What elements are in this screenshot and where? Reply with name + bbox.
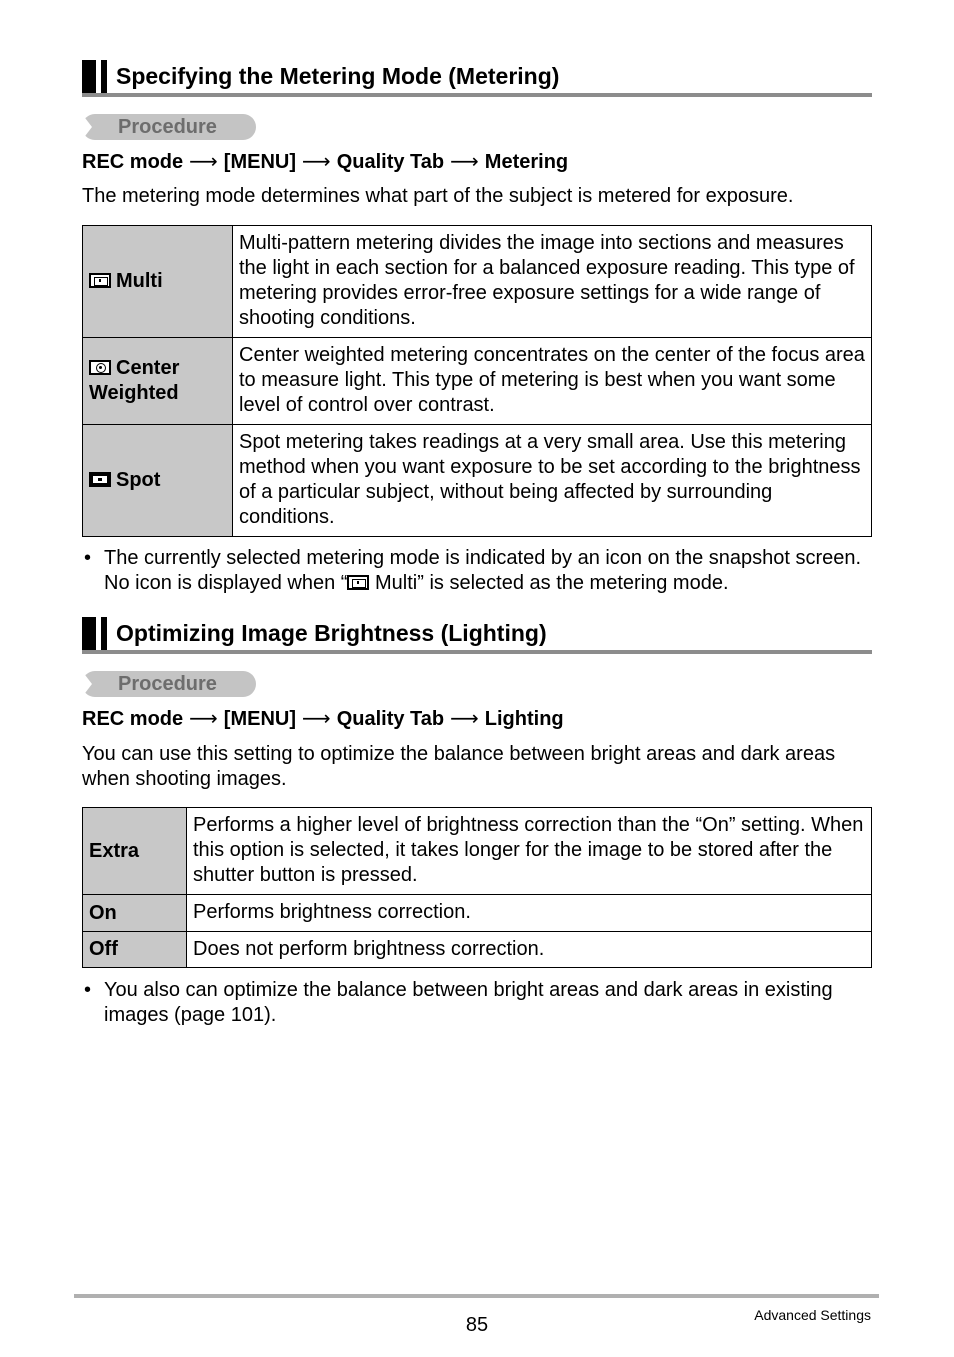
arrow-right-icon: ⟶: [189, 708, 218, 730]
arrow-right-icon: ⟶: [450, 708, 479, 730]
page-number: 85: [465, 1314, 489, 1336]
option-key: Center Weighted: [83, 338, 233, 425]
heading-rule: [82, 93, 872, 97]
option-desc: Center weighted metering concentrates on the center of the focus area to measure light. This type of metering is best when you want some level of control over contrast.: [233, 338, 872, 425]
option-key: On: [83, 895, 187, 932]
table-row: [83, 338, 872, 425]
section-heading-metering: [82, 60, 872, 98]
section-title: Specifying the Metering Mode (Metering): [116, 63, 560, 89]
footer-section-name: Advanced Settings: [754, 1307, 871, 1323]
menu-path: [82, 707, 564, 731]
option-key: Multi: [83, 226, 233, 338]
path-step: [MENU]: [223, 708, 297, 730]
option-desc: Performs brightness correction.: [187, 895, 872, 932]
procedure-label: [82, 671, 256, 697]
option-key: Extra: [83, 808, 187, 895]
table-row: [83, 895, 872, 932]
option-desc: Does not perform brightness correction.: [187, 932, 872, 968]
procedure-text: Procedure: [118, 673, 217, 695]
heading-marker: [101, 617, 107, 651]
heading-marker: [82, 617, 96, 651]
arrow-right-icon: ⟶: [450, 151, 479, 173]
table-row: [83, 932, 872, 968]
option-desc: Multi-pattern metering divides the image into sections and measures the light in each section for a balanced exposure reading. This type of metering provides error-free exposure settings for a wide range of shooting conditions.: [233, 226, 872, 338]
center-weighted-metering-icon: [89, 360, 111, 375]
path-step: REC mode: [82, 708, 184, 730]
path-step: Quality Tab: [336, 151, 445, 173]
section-heading-lighting: [82, 617, 872, 655]
metering-table: [82, 225, 872, 537]
menu-path: [82, 150, 568, 174]
procedure-text: Procedure: [118, 116, 217, 138]
procedure-label: [82, 114, 256, 140]
arrow-right-icon: ⟶: [302, 708, 331, 730]
option-key: Spot: [83, 425, 233, 537]
path-step: Lighting: [484, 708, 564, 730]
section-title: Optimizing Image Brightness (Lighting): [116, 620, 547, 646]
spot-metering-icon: [89, 472, 111, 487]
lighting-table: [82, 807, 872, 968]
heading-rule: [82, 650, 872, 654]
arrow-right-icon: ⟶: [189, 151, 218, 173]
multi-metering-icon: [347, 575, 369, 590]
multi-metering-icon: [89, 273, 111, 288]
option-key: Off: [83, 932, 187, 968]
footer-rule: [74, 1294, 879, 1298]
arrow-right-icon: ⟶: [302, 151, 331, 173]
heading-marker: [101, 60, 107, 94]
intro-text: You can use this setting to optimize the balance between bright areas and dark areas when shooting images.: [82, 743, 836, 790]
option-desc: Spot metering takes readings at a very small area. Use this metering method when you want exposure to be set according to the brightness of a particular subject, without being affected by surrounding conditions.: [233, 425, 872, 537]
table-row: [83, 226, 872, 338]
heading-marker: [82, 60, 96, 94]
option-desc: Performs a higher level of brightness correction than the “On” setting. When this option is selected, it takes longer for the image to be stored after the shutter button is pressed.: [187, 808, 872, 895]
table-row: [83, 425, 872, 537]
path-step: REC mode: [82, 151, 184, 173]
table-row: [83, 808, 872, 895]
path-step: Quality Tab: [336, 708, 445, 730]
path-step: [MENU]: [223, 151, 297, 173]
intro-text: The metering mode determines what part of the subject is metered for exposure.: [82, 185, 794, 207]
path-step: Metering: [484, 151, 569, 173]
